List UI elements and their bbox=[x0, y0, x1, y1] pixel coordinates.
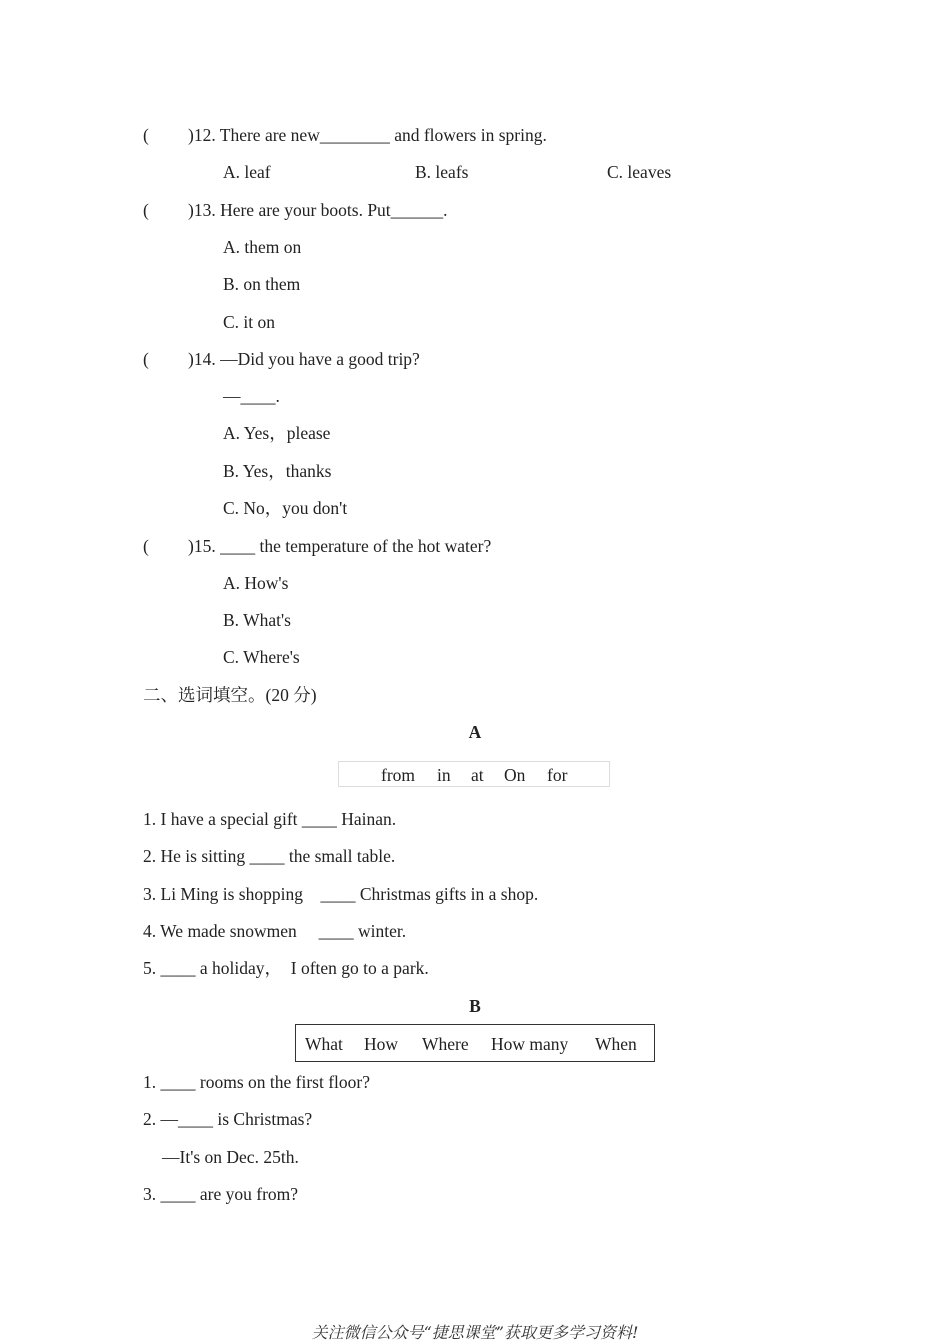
sentence-a4: 4. We made snowmen ____ winter. bbox=[143, 921, 407, 941]
word-bank-item: for bbox=[547, 765, 568, 785]
option-15c: C. Where's bbox=[223, 647, 300, 667]
question-14: )14. —Did you have a good trip? bbox=[188, 349, 420, 369]
section-heading: 二、选词填空。(20 分) bbox=[143, 685, 317, 705]
question-12: )12. There are new________ and flowers in spring. bbox=[188, 125, 547, 145]
word-bank-item: in bbox=[437, 765, 451, 785]
sentence-b1: 1. ____ rooms on the first floor? bbox=[143, 1072, 370, 1092]
sentence-a5: 5. ____ a holiday， I often go to a park. bbox=[143, 958, 429, 978]
option-12b: B. leafs bbox=[415, 162, 469, 182]
option-13c: C. it on bbox=[223, 312, 276, 332]
word-bank-a bbox=[338, 761, 610, 787]
question-13: )13. Here are your boots. Put______. bbox=[188, 200, 448, 220]
word-bank-item: When bbox=[595, 1034, 637, 1054]
footer-promo: 关注微信公众号“捷思课堂”获取更多学习资料! bbox=[311, 1323, 639, 1342]
word-bank-item: at bbox=[471, 765, 484, 785]
sentence-b2-answer: —It's on Dec. 25th. bbox=[162, 1147, 299, 1167]
part-a-label: A bbox=[468, 722, 482, 742]
option-14b: B. Yes，thanks bbox=[223, 461, 332, 481]
word-bank-item: How bbox=[364, 1034, 399, 1054]
option-12a: A. leaf bbox=[223, 162, 271, 182]
question-15: )15. ____ the temperature of the hot water? bbox=[188, 536, 492, 556]
word-bank-b bbox=[295, 1024, 655, 1062]
option-14c: C. No，you don't bbox=[223, 498, 348, 518]
word-bank-item: How many bbox=[491, 1034, 569, 1054]
answer-line-14: —____. bbox=[223, 386, 280, 406]
option-15b: B. What's bbox=[223, 610, 291, 630]
answer-paren: ( bbox=[143, 125, 149, 145]
answer-paren: ( bbox=[143, 349, 149, 369]
word-bank-item: from bbox=[381, 765, 416, 785]
answer-paren: ( bbox=[143, 536, 149, 556]
answer-paren: ( bbox=[143, 200, 149, 220]
word-bank-item: Where bbox=[422, 1034, 469, 1054]
sentence-b2: 2. —____ is Christmas? bbox=[143, 1109, 313, 1129]
option-12c: C. leaves bbox=[607, 162, 672, 182]
option-13b: B. on them bbox=[223, 274, 301, 294]
word-bank-item: What bbox=[305, 1034, 343, 1054]
sentence-a3: 3. Li Ming is shopping ____ Christmas gifts in a shop. bbox=[143, 884, 539, 904]
option-13a: A. them on bbox=[223, 237, 302, 257]
word-bank-item: On bbox=[504, 765, 526, 785]
sentence-b3: 3. ____ are you from? bbox=[143, 1184, 299, 1204]
part-b-label: B bbox=[469, 996, 481, 1016]
sentence-a2: 2. He is sitting ____ the small table. bbox=[143, 846, 396, 866]
option-15a: A. How's bbox=[223, 573, 289, 593]
sentence-a1: 1. I have a special gift ____ Hainan. bbox=[143, 809, 397, 829]
option-14a: A. Yes，please bbox=[223, 423, 331, 443]
